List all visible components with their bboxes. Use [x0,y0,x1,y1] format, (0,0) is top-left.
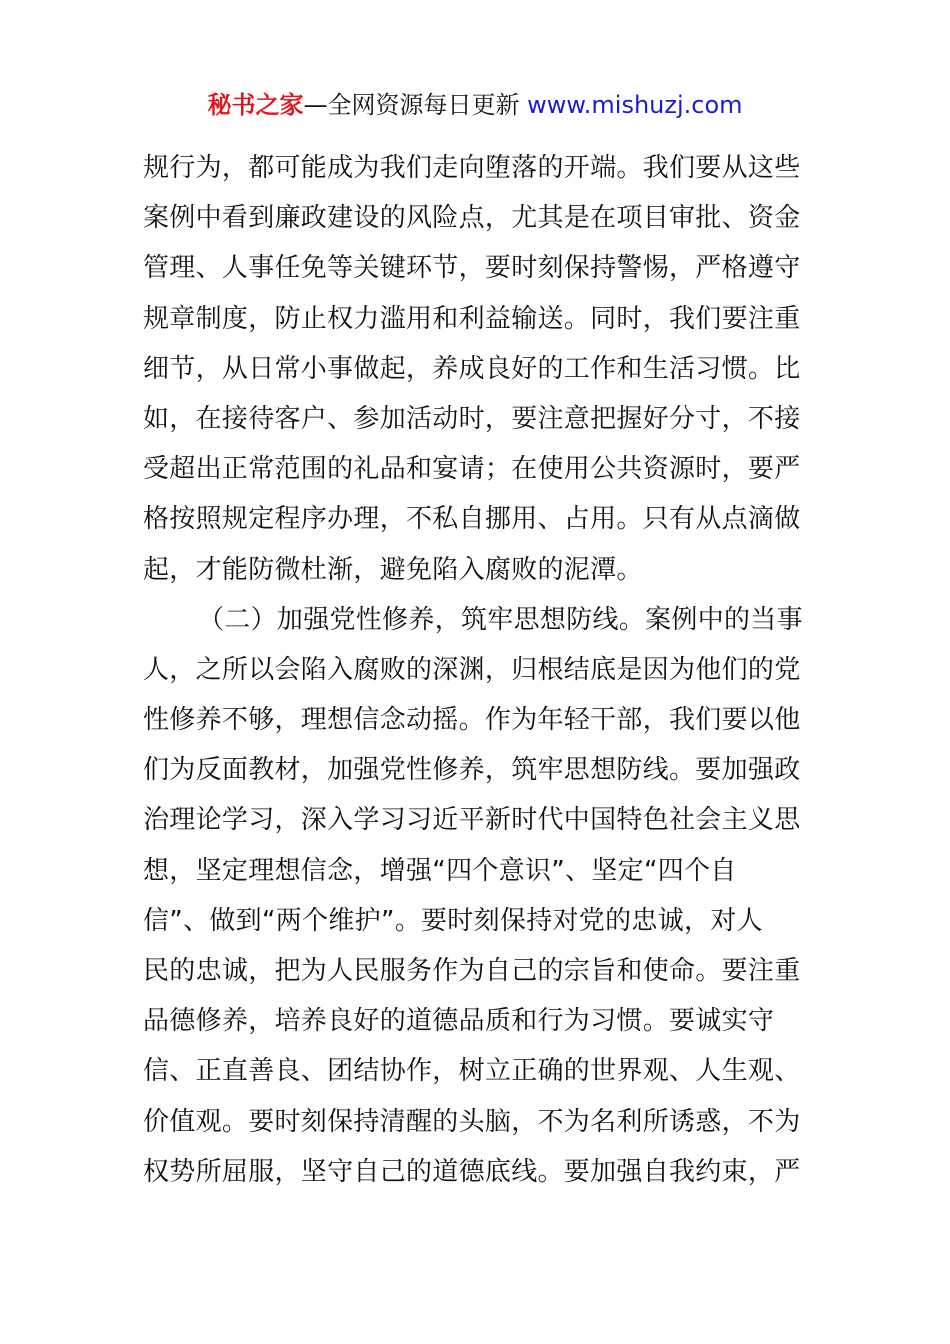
header-tagline: —全网资源每日更新 [303,91,528,119]
header-brand: 秘书之家 [207,91,304,119]
text-line: 想，坚定理想信念，增强“四个意识”、坚定“四个自 [143,855,737,886]
text-line: 权势所屈服，坚守自己的道德底线。要加强自我约束，严 [143,1156,801,1187]
text-line: 案例中看到廉政建设的风险点，尤其是在项目审批、资金 [143,203,801,234]
header-url-link[interactable]: www.mishuzj.com [527,91,743,119]
text-line: 如，在接待客户、参加活动时，要注意把握好分寸，不接 [143,403,801,434]
text-line: 们为反面教材，加强党性修养，筑牢思想防线。要加强政 [143,755,801,786]
text-line: 信”、做到“两个维护”。要时刻保持对党的忠诚，对人 [143,905,763,936]
text-line: 人，之所以会陷入腐败的深渊，归根结底是因为他们的党 [143,654,801,685]
text-line: 受超出正常范围的礼品和宴请；在使用公共资源时，要严 [143,454,801,485]
body-text [143,143,807,1197]
text-line: 性修养不够，理想信念动摇。作为年轻干部，我们要以他 [143,705,801,736]
text-line: 品德修养，培养良好的道德品质和行为习惯。要诚实守 [143,1006,775,1037]
text-line: 规章制度，防止权力滥用和利益输送。同时，我们要注重 [143,303,801,334]
text-line: 治理论学习，深入学习习近平新时代中国特色社会主义思 [143,805,801,836]
text-line: 管理、人事任免等关键环节，要时刻保持警惕，严格遵守 [143,253,801,284]
page-header [0,88,950,122]
text-line: 起，才能防微杜渐，避免陷入腐败的泥潭。 [143,554,643,585]
text-line: 价值观。要时刻保持清醒的头脑，不为名利所诱惑，不为 [143,1106,801,1137]
section-heading-line: （二）加强党性修养，筑牢思想防线。案例中的当事 [198,604,803,635]
text-line: 格按照规定程序办理，不私自挪用、占用。只有从点滴做 [143,504,801,535]
text-line: 信、正直善良、团结协作，树立正确的世界观、人生观、 [143,1056,801,1087]
text-line: 规行为，都可能成为我们走向堕落的开端。我们要从这些 [143,153,801,183]
text-line: 细节，从日常小事做起，养成良好的工作和生活习惯。比 [143,353,801,384]
text-line: 民的忠诚，把为人民服务作为自己的宗旨和使命。要注重 [143,956,801,986]
